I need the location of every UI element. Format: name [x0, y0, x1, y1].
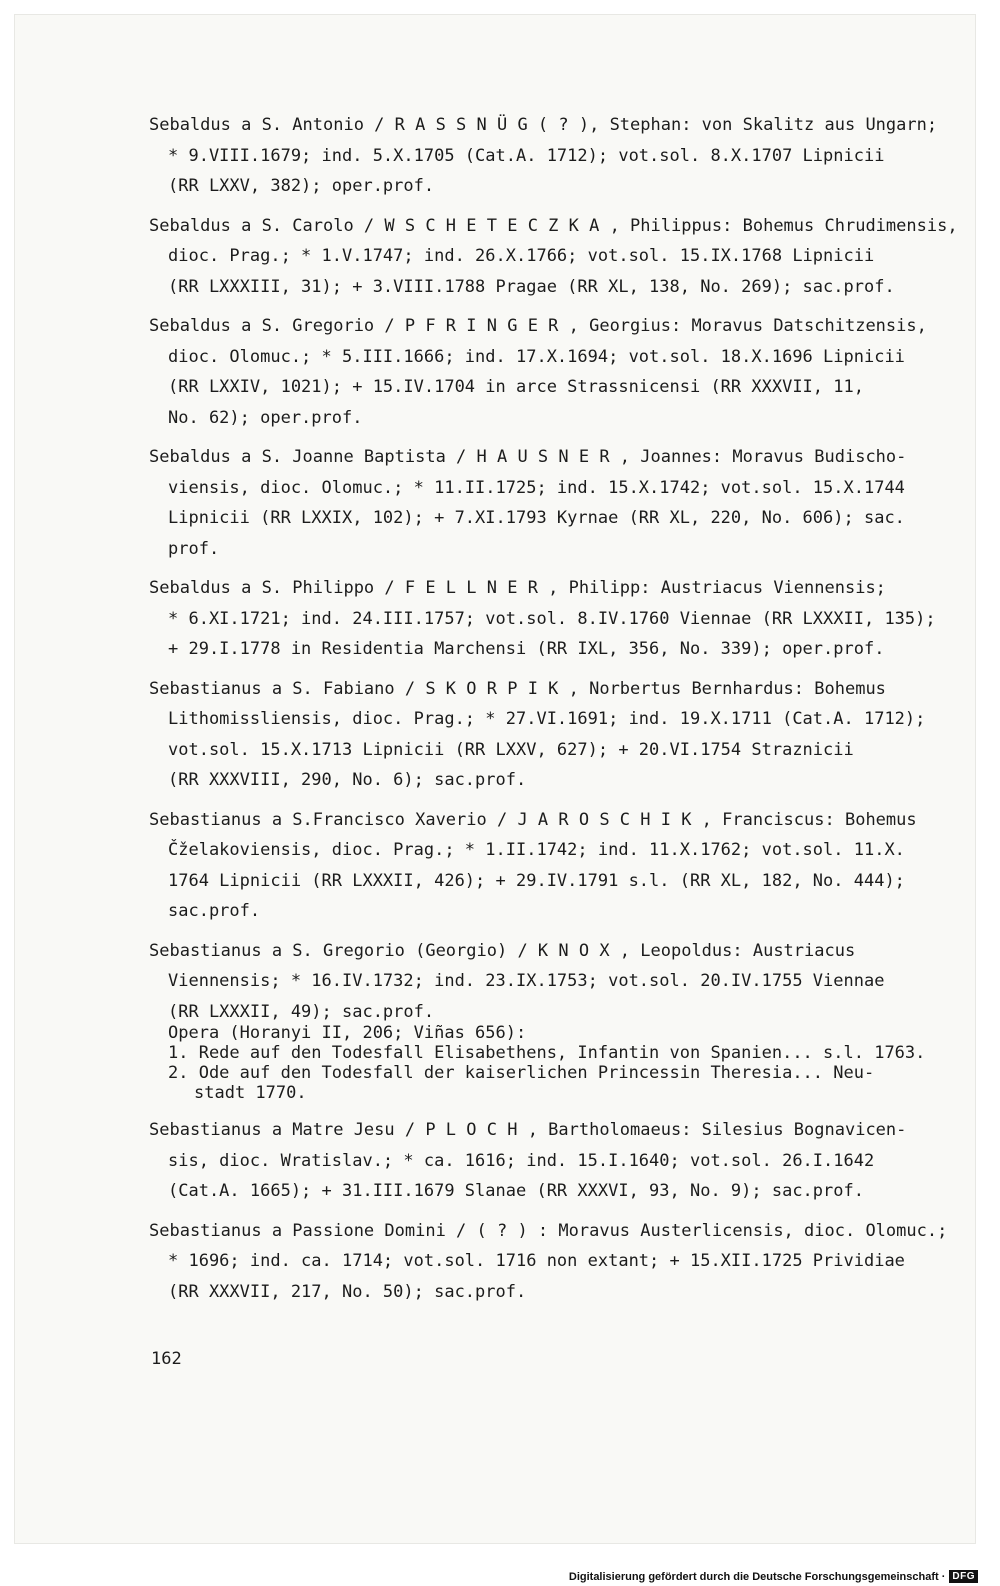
- entry-line: Sebastianus a Matre Jesu / P L O C H , Bartholomaeus: Silesius Bognavicen-: [149, 1120, 907, 1140]
- entry-line: Sebastianus a S.Francisco Xaverio / J A R O S C H I K , Franciscus: Bohemus: [149, 809, 917, 830]
- entry-line: Sebastianus a S. Gregorio (Georgio) / K N O X , Leopoldus: Austriacus: [149, 940, 856, 961]
- entry-line: (RR LXXXII, 49); sac.prof.: [168, 1001, 435, 1022]
- credit-text: Digitalisierung gefördert durch die Deutsche Forschungsgemeinschaft ·: [568, 1570, 946, 1583]
- page-number: 162: [151, 1349, 182, 1369]
- entry-line: Lipnicii (RR LXXIX, 102); + 7.XI.1793 Kyrnae (RR XL, 220, No. 606); sac.: [168, 508, 905, 528]
- opera-item: stadt 1770.: [194, 1083, 307, 1103]
- opera-item: 1. Rede auf den Todesfall Elisabethens, Infantin von Spanien... s.l. 1763.: [168, 1043, 926, 1063]
- entry-line: Sebastianus a S. Fabiano / S K O R P I K , Norbertus Bernhardus: Bohemus: [149, 678, 886, 699]
- entry-line: Lithomissliensis, dioc. Prag.; * 27.VI.1691; ind. 19.X.1711 (Cat.A. 1712);: [168, 709, 926, 729]
- entry-line: 1764 Lipnicii (RR LXXXII, 426); + 29.IV.1791 s.l. (RR XL, 182, No. 444);: [168, 870, 905, 891]
- entry-line: viensis, dioc. Olomuc.; * 11.II.1725; ind. 15.X.1742; vot.sol. 15.X.1744: [168, 477, 905, 498]
- entry-line: vot.sol. 15.X.1713 Lipnicii (RR LXXV, 627); + 20.VI.1754 Straznicii: [168, 739, 854, 760]
- entry-line: (RR LXXIV, 1021); + 15.IV.1704 in arce Strassnicensi (RR XXXVII, 11,: [168, 377, 864, 397]
- entry-line: Sebaldus a S. Carolo / W S C H E T E C Z K A , Philippus: Bohemus Chrudimensis,: [149, 215, 958, 236]
- entry-hausner: [149, 442, 969, 564]
- entry-line: * 9.VIII.1679; ind. 5.X.1705 (Cat.A. 1712); vot.sol. 8.X.1707 Lipnicii: [168, 145, 885, 166]
- entry-ploch: [149, 1115, 969, 1207]
- page-sheet: [14, 14, 976, 1544]
- entry-line: (RR XXXVIII, 290, No. 6); sac.prof.: [168, 770, 527, 790]
- entry-line: * 6.XI.1721; ind. 24.III.1757; vot.sol. 8.IV.1760 Viennae (RR LXXXII, 135);: [168, 608, 936, 629]
- entry-line: (Cat.A. 1665); + 31.III.1679 Slanae (RR XXXVI, 93, No. 9); sac.prof.: [168, 1181, 864, 1201]
- entry-line: + 29.I.1778 in Residentia Marchensi (RR IXL, 356, No. 339); oper.prof.: [168, 639, 885, 659]
- entry-passione-domini: [149, 1216, 969, 1308]
- entry-line: Sebaldus a S. Joanne Baptista / H A U S N E R , Joannes: Moravus Budischo-: [149, 447, 907, 467]
- dfg-logo-icon: DFG: [949, 1570, 978, 1583]
- entry-line: No. 62); oper.prof.: [168, 407, 363, 428]
- entry-line: (RR LXXXIII, 31); + 3.VIII.1788 Pragae (RR XL, 138, No. 269); sac.prof.: [168, 276, 895, 297]
- entry-skorpik: [149, 674, 969, 796]
- entry-fellner: [149, 573, 969, 665]
- entry-pfringer: [149, 311, 969, 433]
- entry-line: sac.prof.: [168, 901, 261, 921]
- entry-line: * 1696; ind. ca. 1714; vot.sol. 1716 non extant; + 15.XII.1725 Prividiae: [168, 1251, 905, 1271]
- opera-heading: Opera (Horanyi II, 206; Viñas 656):: [168, 1023, 527, 1043]
- entry-line: Sebaldus a S. Gregorio / P F R I N G E R , Georgius: Moravus Datschitzensis,: [149, 316, 927, 336]
- entry-line: (RR XXXVII, 217, No. 50); sac.prof.: [168, 1281, 527, 1302]
- entry-line: dioc. Olomuc.; * 5.III.1666; ind. 17.X.1694; vot.sol. 18.X.1696 Lipnicii: [168, 346, 905, 367]
- entry-jaroschik: [149, 805, 969, 927]
- entry-line: dioc. Prag.; * 1.V.1747; ind. 26.X.1766; vot.sol. 15.IX.1768 Lipnicii: [168, 246, 875, 266]
- entry-line: Sebastianus a Passione Domini / ( ? ) : Moravus Austerlicensis, dioc. Olomuc.;: [149, 1220, 948, 1241]
- entry-line: prof.: [168, 538, 220, 559]
- entry-line: Čželakoviensis, dioc. Prag.; * 1.II.1742; ind. 11.X.1762; vot.sol. 11.X.: [168, 840, 905, 860]
- entry-line: Viennensis; * 16.IV.1732; ind. 23.IX.1753; vot.sol. 20.IV.1755 Viennae: [168, 971, 885, 991]
- document-body: [149, 110, 969, 1316]
- entry-wschetetczka: [149, 211, 969, 303]
- entry-knox: [149, 936, 969, 1028]
- opera-list: [149, 1023, 969, 1103]
- entry-line: sis, dioc. Wratislav.; * ca. 1616; ind. 15.I.1640; vot.sol. 26.I.1642: [168, 1150, 875, 1171]
- entry-line: Sebaldus a S. Antonio / R A S S N Ü G ( ? ), Stephan: von Skalitz aus Ungarn;: [149, 115, 938, 135]
- digitization-credit: [569, 1570, 978, 1583]
- entry-rassnug: [149, 110, 969, 202]
- entry-line: (RR LXXV, 382); oper.prof.: [168, 176, 435, 196]
- opera-item: 2. Ode auf den Todesfall der kaiserlichen Princessin Theresia... Neu-: [168, 1063, 875, 1083]
- entry-line: Sebaldus a S. Philippo / F E L L N E R , Philipp: Austriacus Viennensis;: [149, 578, 886, 598]
